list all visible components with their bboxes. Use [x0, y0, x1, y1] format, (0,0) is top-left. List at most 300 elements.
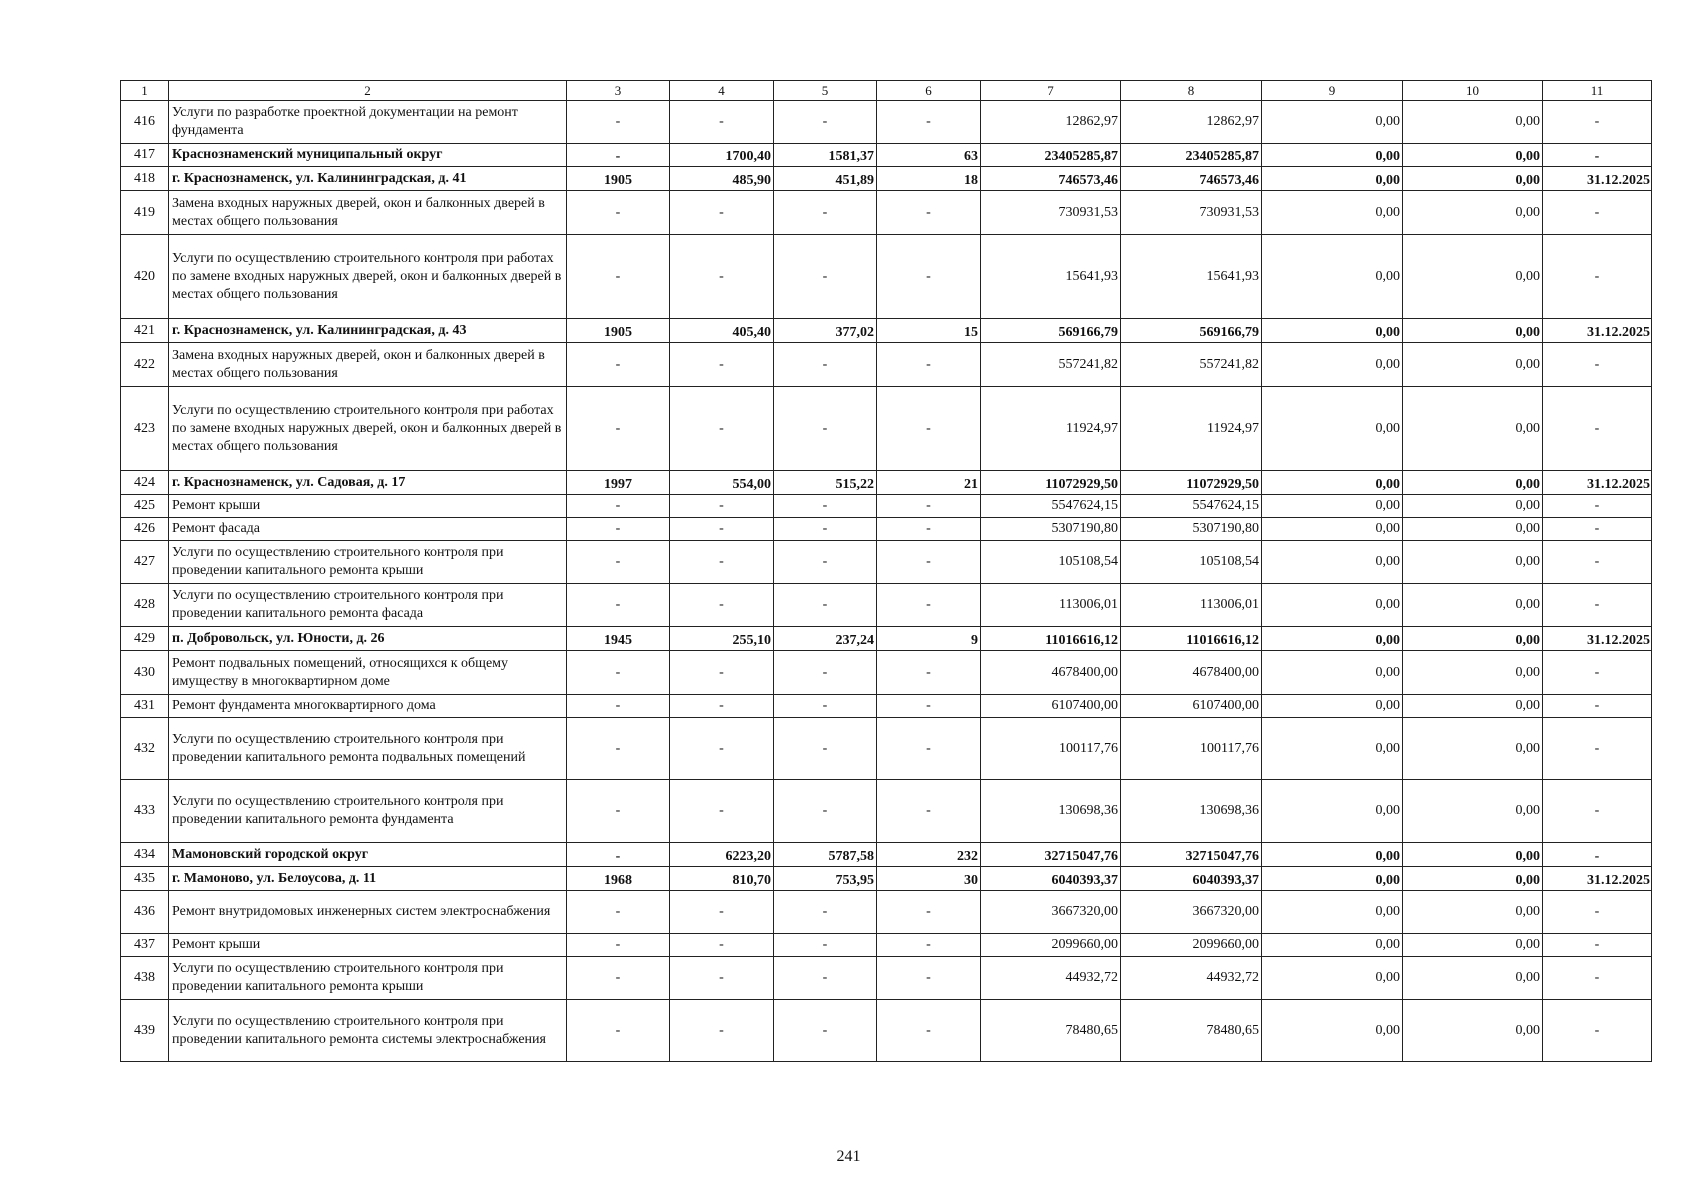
item-name: Услуги по разработке проектной документации на ремонт фундамента: [169, 101, 567, 144]
col-11-value: -: [1543, 843, 1652, 867]
item-name: Услуги по осуществлению строительного контроля при проведении капитального ремонта крыши: [169, 957, 567, 1000]
col-9-value: 0,00: [1262, 627, 1403, 651]
col-11-value: -: [1543, 518, 1652, 541]
col-3-value: -: [567, 843, 670, 867]
col-5-value: -: [774, 518, 877, 541]
col-3-value: -: [567, 695, 670, 718]
col-6-value: 18: [877, 167, 981, 191]
row-number: 429: [121, 627, 169, 651]
col-11-value: -: [1543, 695, 1652, 718]
col-5-value: -: [774, 780, 877, 843]
col-10-value: 0,00: [1403, 235, 1543, 319]
item-name: Услуги по осуществлению строительного контроля при проведении капитального ремонта фундамента: [169, 780, 567, 843]
col-10-value: 0,00: [1403, 319, 1543, 343]
col-10-value: 0,00: [1403, 718, 1543, 780]
col-3-value: -: [567, 541, 670, 584]
col-6-value: -: [877, 541, 981, 584]
col-4-value: -: [670, 387, 774, 471]
col-5-value: 753,95: [774, 867, 877, 891]
item-name: Ремонт крыши: [169, 934, 567, 957]
col-8-value: 6107400,00: [1121, 695, 1262, 718]
col-4-value: -: [670, 891, 774, 934]
col-5-value: 5787,58: [774, 843, 877, 867]
column-header: 9: [1262, 81, 1403, 101]
col-7-value: 5307190,80: [981, 518, 1121, 541]
col-9-value: 0,00: [1262, 695, 1403, 718]
table-row: [121, 627, 1652, 651]
col-11-value: 31.12.2025: [1543, 627, 1652, 651]
row-number: 419: [121, 191, 169, 235]
col-8-value: 4678400,00: [1121, 651, 1262, 695]
col-3-value: 1968: [567, 867, 670, 891]
col-10-value: 0,00: [1403, 780, 1543, 843]
column-header: 3: [567, 81, 670, 101]
item-name: Ремонт крыши: [169, 495, 567, 518]
col-3-value: -: [567, 495, 670, 518]
col-3-value: -: [567, 235, 670, 319]
col-11-value: -: [1543, 387, 1652, 471]
col-4-value: -: [670, 101, 774, 144]
column-header: 11: [1543, 81, 1652, 101]
col-3-value: -: [567, 718, 670, 780]
table-row: [121, 541, 1652, 584]
col-5-value: -: [774, 718, 877, 780]
col-3-value: 1905: [567, 167, 670, 191]
col-5-value: -: [774, 651, 877, 695]
col-7-value: 15641,93: [981, 235, 1121, 319]
col-4-value: -: [670, 934, 774, 957]
item-name: Услуги по осуществлению строительного контроля при работах по замене входных наружных дверей, окон и балконных дверей в местах общего пользования: [169, 387, 567, 471]
col-7-value: 557241,82: [981, 343, 1121, 387]
col-10-value: 0,00: [1403, 934, 1543, 957]
col-5-value: 237,24: [774, 627, 877, 651]
col-6-value: -: [877, 1000, 981, 1062]
table-body: [121, 101, 1652, 1062]
item-name: г. Краснознаменск, ул. Калининградская, д. 41: [169, 167, 567, 191]
col-8-value: 11016616,12: [1121, 627, 1262, 651]
col-4-value: -: [670, 780, 774, 843]
col-6-value: -: [877, 101, 981, 144]
col-7-value: 2099660,00: [981, 934, 1121, 957]
table-row: [121, 144, 1652, 167]
column-number-row: [121, 81, 1652, 101]
col-10-value: 0,00: [1403, 518, 1543, 541]
col-5-value: -: [774, 584, 877, 627]
col-9-value: 0,00: [1262, 518, 1403, 541]
col-11-value: -: [1543, 718, 1652, 780]
col-3-value: -: [567, 780, 670, 843]
row-number: 425: [121, 495, 169, 518]
col-6-value: -: [877, 957, 981, 1000]
col-4-value: -: [670, 718, 774, 780]
col-5-value: -: [774, 541, 877, 584]
col-4-value: -: [670, 584, 774, 627]
col-3-value: 1905: [567, 319, 670, 343]
col-11-value: -: [1543, 343, 1652, 387]
col-6-value: -: [877, 518, 981, 541]
col-10-value: 0,00: [1403, 541, 1543, 584]
col-6-value: 15: [877, 319, 981, 343]
row-number: 431: [121, 695, 169, 718]
item-name: п. Добровольск, ул. Юности, д. 26: [169, 627, 567, 651]
col-8-value: 730931,53: [1121, 191, 1262, 235]
col-8-value: 6040393,37: [1121, 867, 1262, 891]
col-4-value: -: [670, 957, 774, 1000]
col-4-value: -: [670, 518, 774, 541]
col-10-value: 0,00: [1403, 957, 1543, 1000]
col-9-value: 0,00: [1262, 387, 1403, 471]
col-7-value: 5547624,15: [981, 495, 1121, 518]
row-number: 423: [121, 387, 169, 471]
row-number: 416: [121, 101, 169, 144]
col-3-value: -: [567, 584, 670, 627]
col-5-value: -: [774, 495, 877, 518]
col-11-value: -: [1543, 235, 1652, 319]
col-7-value: 11072929,50: [981, 471, 1121, 495]
col-10-value: 0,00: [1403, 627, 1543, 651]
col-5-value: -: [774, 191, 877, 235]
col-11-value: -: [1543, 584, 1652, 627]
col-10-value: 0,00: [1403, 191, 1543, 235]
item-name: г. Краснознаменск, ул. Садовая, д. 17: [169, 471, 567, 495]
col-8-value: 5547624,15: [1121, 495, 1262, 518]
table-row: [121, 718, 1652, 780]
table-row: [121, 843, 1652, 867]
col-8-value: 78480,65: [1121, 1000, 1262, 1062]
col-7-value: 11924,97: [981, 387, 1121, 471]
col-8-value: 12862,97: [1121, 101, 1262, 144]
col-3-value: -: [567, 891, 670, 934]
col-5-value: -: [774, 934, 877, 957]
table-row: [121, 867, 1652, 891]
col-10-value: 0,00: [1403, 695, 1543, 718]
col-8-value: 100117,76: [1121, 718, 1262, 780]
col-9-value: 0,00: [1262, 934, 1403, 957]
table-row: [121, 471, 1652, 495]
col-11-value: 31.12.2025: [1543, 167, 1652, 191]
column-header: 8: [1121, 81, 1262, 101]
col-10-value: 0,00: [1403, 867, 1543, 891]
col-6-value: -: [877, 718, 981, 780]
col-6-value: 21: [877, 471, 981, 495]
col-7-value: 6040393,37: [981, 867, 1121, 891]
col-11-value: 31.12.2025: [1543, 867, 1652, 891]
col-3-value: -: [567, 1000, 670, 1062]
item-name: Услуги по осуществлению строительного контроля при проведении капитального ремонта подвальных помещений: [169, 718, 567, 780]
row-number: 426: [121, 518, 169, 541]
col-7-value: 130698,36: [981, 780, 1121, 843]
col-6-value: -: [877, 780, 981, 843]
col-8-value: 746573,46: [1121, 167, 1262, 191]
col-7-value: 569166,79: [981, 319, 1121, 343]
col-4-value: -: [670, 541, 774, 584]
col-10-value: 0,00: [1403, 495, 1543, 518]
col-8-value: 569166,79: [1121, 319, 1262, 343]
col-10-value: 0,00: [1403, 101, 1543, 144]
col-9-value: 0,00: [1262, 891, 1403, 934]
col-11-value: -: [1543, 957, 1652, 1000]
table-row: [121, 780, 1652, 843]
col-11-value: 31.12.2025: [1543, 319, 1652, 343]
col-8-value: 32715047,76: [1121, 843, 1262, 867]
table-row: [121, 191, 1652, 235]
col-8-value: 44932,72: [1121, 957, 1262, 1000]
col-10-value: 0,00: [1403, 144, 1543, 167]
col-8-value: 2099660,00: [1121, 934, 1262, 957]
col-3-value: -: [567, 957, 670, 1000]
col-7-value: 105108,54: [981, 541, 1121, 584]
column-header: 7: [981, 81, 1121, 101]
column-header: 5: [774, 81, 877, 101]
col-6-value: -: [877, 495, 981, 518]
row-number: 435: [121, 867, 169, 891]
table-row: [121, 387, 1652, 471]
item-name: Мамоновский городской округ: [169, 843, 567, 867]
col-10-value: 0,00: [1403, 343, 1543, 387]
item-name: Услуги по осуществлению строительного контроля при проведении капитального ремонта крыши: [169, 541, 567, 584]
col-6-value: -: [877, 934, 981, 957]
col-3-value: -: [567, 651, 670, 695]
row-number: 437: [121, 934, 169, 957]
col-11-value: -: [1543, 495, 1652, 518]
col-9-value: 0,00: [1262, 471, 1403, 495]
col-5-value: -: [774, 101, 877, 144]
col-8-value: 557241,82: [1121, 343, 1262, 387]
col-7-value: 44932,72: [981, 957, 1121, 1000]
row-number: 424: [121, 471, 169, 495]
capital-repair-table: [120, 80, 1652, 1062]
row-number: 434: [121, 843, 169, 867]
column-header: 2: [169, 81, 567, 101]
col-4-value: 1700,40: [670, 144, 774, 167]
table-row: [121, 695, 1652, 718]
col-11-value: -: [1543, 891, 1652, 934]
col-4-value: 485,90: [670, 167, 774, 191]
col-7-value: 6107400,00: [981, 695, 1121, 718]
item-name: Замена входных наружных дверей, окон и балконных дверей в местах общего пользования: [169, 191, 567, 235]
col-4-value: 6223,20: [670, 843, 774, 867]
col-5-value: -: [774, 695, 877, 718]
row-number: 427: [121, 541, 169, 584]
table-row: [121, 891, 1652, 934]
document-sheet: [120, 80, 1651, 1062]
col-9-value: 0,00: [1262, 101, 1403, 144]
table-row: [121, 584, 1652, 627]
col-9-value: 0,00: [1262, 167, 1403, 191]
col-11-value: -: [1543, 101, 1652, 144]
col-9-value: 0,00: [1262, 541, 1403, 584]
col-11-value: -: [1543, 780, 1652, 843]
row-number: 421: [121, 319, 169, 343]
col-6-value: 232: [877, 843, 981, 867]
col-6-value: 9: [877, 627, 981, 651]
col-7-value: 3667320,00: [981, 891, 1121, 934]
item-name: Услуги по осуществлению строительного контроля при работах по замене входных наружных дверей, окон и балконных дверей в местах общего пользования: [169, 235, 567, 319]
col-4-value: -: [670, 191, 774, 235]
row-number: 417: [121, 144, 169, 167]
col-5-value: 1581,37: [774, 144, 877, 167]
col-9-value: 0,00: [1262, 343, 1403, 387]
column-header: 1: [121, 81, 169, 101]
col-9-value: 0,00: [1262, 843, 1403, 867]
col-4-value: 255,10: [670, 627, 774, 651]
col-9-value: 0,00: [1262, 780, 1403, 843]
item-name: Услуги по осуществлению строительного контроля при проведении капитального ремонта системы электроснабжения: [169, 1000, 567, 1062]
col-10-value: 0,00: [1403, 891, 1543, 934]
col-3-value: -: [567, 518, 670, 541]
col-6-value: -: [877, 343, 981, 387]
table-row: [121, 651, 1652, 695]
table-row: [121, 518, 1652, 541]
col-4-value: 405,40: [670, 319, 774, 343]
col-5-value: -: [774, 343, 877, 387]
col-3-value: 1997: [567, 471, 670, 495]
col-11-value: -: [1543, 191, 1652, 235]
col-7-value: 78480,65: [981, 1000, 1121, 1062]
col-9-value: 0,00: [1262, 867, 1403, 891]
col-8-value: 3667320,00: [1121, 891, 1262, 934]
item-name: Ремонт подвальных помещений, относящихся к общему имуществу в многоквартирном доме: [169, 651, 567, 695]
col-9-value: 0,00: [1262, 495, 1403, 518]
table-row: [121, 235, 1652, 319]
col-5-value: 451,89: [774, 167, 877, 191]
col-6-value: -: [877, 891, 981, 934]
col-3-value: -: [567, 144, 670, 167]
column-header: 10: [1403, 81, 1543, 101]
col-10-value: 0,00: [1403, 167, 1543, 191]
col-4-value: 554,00: [670, 471, 774, 495]
col-5-value: -: [774, 387, 877, 471]
col-8-value: 113006,01: [1121, 584, 1262, 627]
page-number: 241: [836, 1148, 861, 1165]
col-4-value: 810,70: [670, 867, 774, 891]
table-row: [121, 101, 1652, 144]
table-row: [121, 495, 1652, 518]
item-name: г. Мамоново, ул. Белоусова, д. 11: [169, 867, 567, 891]
row-number: 436: [121, 891, 169, 934]
row-number: 432: [121, 718, 169, 780]
col-9-value: 0,00: [1262, 1000, 1403, 1062]
row-number: 422: [121, 343, 169, 387]
col-4-value: -: [670, 1000, 774, 1062]
col-7-value: 4678400,00: [981, 651, 1121, 695]
table-row: [121, 934, 1652, 957]
col-6-value: -: [877, 651, 981, 695]
col-8-value: 5307190,80: [1121, 518, 1262, 541]
item-name: Ремонт фасада: [169, 518, 567, 541]
col-11-value: -: [1543, 651, 1652, 695]
col-4-value: -: [670, 235, 774, 319]
table-row: [121, 167, 1652, 191]
col-5-value: -: [774, 235, 877, 319]
table-row: [121, 957, 1652, 1000]
col-6-value: -: [877, 584, 981, 627]
col-5-value: 515,22: [774, 471, 877, 495]
col-11-value: -: [1543, 1000, 1652, 1062]
item-name: Замена входных наружных дверей, окон и балконных дверей в местах общего пользования: [169, 343, 567, 387]
col-9-value: 0,00: [1262, 191, 1403, 235]
item-name: Услуги по осуществлению строительного контроля при проведении капитального ремонта фасада: [169, 584, 567, 627]
col-9-value: 0,00: [1262, 235, 1403, 319]
col-3-value: -: [567, 191, 670, 235]
col-6-value: 30: [877, 867, 981, 891]
table-row: [121, 319, 1652, 343]
col-7-value: 730931,53: [981, 191, 1121, 235]
col-9-value: 0,00: [1262, 718, 1403, 780]
col-6-value: -: [877, 235, 981, 319]
col-8-value: 23405285,87: [1121, 144, 1262, 167]
item-name: Краснознаменский муниципальный округ: [169, 144, 567, 167]
col-9-value: 0,00: [1262, 584, 1403, 627]
row-number: 438: [121, 957, 169, 1000]
col-10-value: 0,00: [1403, 387, 1543, 471]
row-number: 439: [121, 1000, 169, 1062]
col-10-value: 0,00: [1403, 651, 1543, 695]
col-9-value: 0,00: [1262, 319, 1403, 343]
col-7-value: 100117,76: [981, 718, 1121, 780]
col-11-value: -: [1543, 541, 1652, 584]
col-9-value: 0,00: [1262, 144, 1403, 167]
col-3-value: -: [567, 934, 670, 957]
table-row: [121, 1000, 1652, 1062]
col-5-value: 377,02: [774, 319, 877, 343]
col-5-value: -: [774, 1000, 877, 1062]
item-name: г. Краснознаменск, ул. Калининградская, д. 43: [169, 319, 567, 343]
row-number: 418: [121, 167, 169, 191]
col-11-value: -: [1543, 934, 1652, 957]
item-name: Ремонт внутридомовых инженерных систем электроснабжения: [169, 891, 567, 934]
col-4-value: -: [670, 695, 774, 718]
col-8-value: 130698,36: [1121, 780, 1262, 843]
row-number: 433: [121, 780, 169, 843]
col-5-value: -: [774, 957, 877, 1000]
col-8-value: 11924,97: [1121, 387, 1262, 471]
row-number: 430: [121, 651, 169, 695]
col-8-value: 15641,93: [1121, 235, 1262, 319]
table-row: [121, 343, 1652, 387]
col-11-value: 31.12.2025: [1543, 471, 1652, 495]
row-number: 420: [121, 235, 169, 319]
col-6-value: 63: [877, 144, 981, 167]
col-9-value: 0,00: [1262, 651, 1403, 695]
col-4-value: -: [670, 343, 774, 387]
col-7-value: 23405285,87: [981, 144, 1121, 167]
col-7-value: 746573,46: [981, 167, 1121, 191]
col-8-value: 11072929,50: [1121, 471, 1262, 495]
col-10-value: 0,00: [1403, 1000, 1543, 1062]
col-4-value: -: [670, 495, 774, 518]
column-header: 4: [670, 81, 774, 101]
col-6-value: -: [877, 695, 981, 718]
col-4-value: -: [670, 651, 774, 695]
col-11-value: -: [1543, 144, 1652, 167]
col-7-value: 32715047,76: [981, 843, 1121, 867]
col-3-value: -: [567, 343, 670, 387]
col-3-value: 1945: [567, 627, 670, 651]
col-10-value: 0,00: [1403, 471, 1543, 495]
col-8-value: 105108,54: [1121, 541, 1262, 584]
col-10-value: 0,00: [1403, 843, 1543, 867]
col-3-value: -: [567, 101, 670, 144]
item-name: Ремонт фундамента многоквартирного дома: [169, 695, 567, 718]
col-6-value: -: [877, 387, 981, 471]
col-10-value: 0,00: [1403, 584, 1543, 627]
col-9-value: 0,00: [1262, 957, 1403, 1000]
col-6-value: -: [877, 191, 981, 235]
col-7-value: 12862,97: [981, 101, 1121, 144]
column-header: 6: [877, 81, 981, 101]
col-3-value: -: [567, 387, 670, 471]
